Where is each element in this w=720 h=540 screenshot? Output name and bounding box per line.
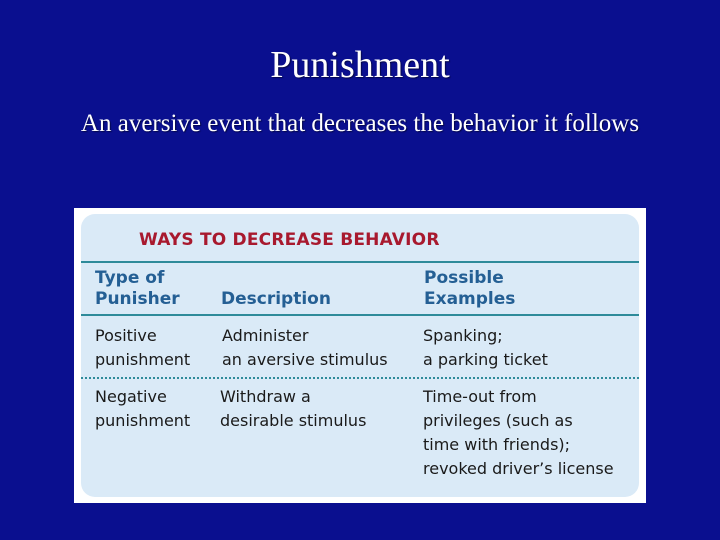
column-head-examples-line-2: Examples <box>424 289 516 309</box>
column-head-type <box>95 268 180 310</box>
row-2-description-line-2: desirable stimulus <box>220 411 367 430</box>
row-2-type <box>95 385 190 433</box>
row-2-description-line-1: Withdraw a <box>220 387 311 406</box>
row-2-examples <box>423 385 614 481</box>
row-divider <box>81 377 639 379</box>
row-1-examples <box>423 324 548 372</box>
row-1-type-line-1: Positive <box>95 326 157 345</box>
column-head-examples-line-1: Possible <box>424 268 504 288</box>
row-1-type-line-2: punishment <box>95 350 191 369</box>
row-1-examples-line-2: a parking ticket <box>423 350 548 369</box>
column-head-type-line-1: Type of <box>95 268 165 288</box>
column-head-examples <box>424 268 515 310</box>
slide-subtitle: An aversive event that decreases the behavior it follows <box>80 110 640 137</box>
row-1-description-line-1: Administer <box>222 326 309 345</box>
table-heading: WAYS TO DECREASE BEHAVIOR <box>139 230 440 250</box>
slide-title: Punishment <box>270 44 450 86</box>
row-1-description <box>222 324 388 372</box>
row-1-type <box>95 324 190 372</box>
row-2-examples-line-4: revoked driver’s license <box>423 459 614 478</box>
column-head-description <box>221 289 331 310</box>
row-2-type-line-1: Negative <box>95 387 167 406</box>
header-rule-bottom <box>81 314 639 316</box>
row-1-examples-line-1: Spanking; <box>423 326 503 345</box>
row-2-examples-line-2: privileges (such as <box>423 411 573 430</box>
column-head-type-line-2: Punisher <box>95 289 180 309</box>
row-2-examples-line-3: time with friends); <box>423 435 571 454</box>
punishment-table-image <box>74 208 646 503</box>
column-head-description-line-1: Description <box>221 289 331 309</box>
row-2-type-line-2: punishment <box>95 411 191 430</box>
row-2-description <box>220 385 366 433</box>
row-1-description-line-2: an aversive stimulus <box>222 350 388 369</box>
table-panel <box>81 214 639 497</box>
row-2-examples-line-1: Time-out from <box>423 387 537 406</box>
header-rule-top <box>81 261 639 263</box>
